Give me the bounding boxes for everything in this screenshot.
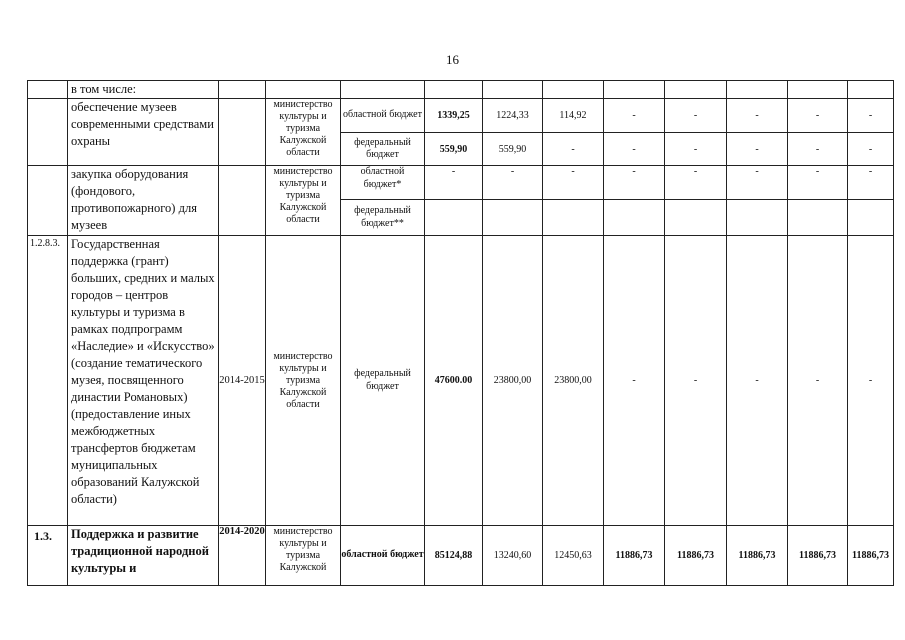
value-cell: -	[848, 166, 894, 200]
value-cell: 11886,73	[604, 526, 665, 586]
value-cell: -	[727, 99, 788, 133]
executor: министерство культуры и туризма Калужской области	[266, 166, 341, 236]
funding-source: областной бюджет	[341, 99, 425, 133]
executor: министерство культуры и туризма Калужской	[266, 526, 341, 586]
value-cell: 1224,33	[483, 99, 543, 133]
funding-source: областной бюджет	[341, 526, 425, 586]
value-cell: 11886,73	[848, 526, 894, 586]
value-cell: -	[604, 166, 665, 200]
value-cell: -	[604, 133, 665, 166]
value-cell: -	[665, 99, 727, 133]
page-number: 16	[446, 52, 459, 67]
value-cell: 559,90	[425, 133, 483, 166]
table-row	[28, 166, 894, 200]
value-cell: 13240,60	[483, 526, 543, 586]
value-cell: 12450,63	[543, 526, 604, 586]
funding-source: областной бюджет*	[341, 166, 425, 200]
value-cell: -	[788, 133, 848, 166]
value-cell: 23800,00	[543, 236, 604, 526]
value-cell: -	[788, 166, 848, 200]
funding-source: федеральный бюджет**	[341, 200, 425, 236]
value-cell: -	[727, 236, 788, 526]
value-cell: -	[848, 236, 894, 526]
value-cell: -	[425, 166, 483, 200]
funding-source: федеральный бюджет	[341, 236, 425, 526]
value-cell: 47600.00	[425, 236, 483, 526]
value-cell: -	[788, 99, 848, 133]
item-name: Поддержка и развитие традиционной народной культуры и	[68, 526, 219, 586]
executor: министерство культуры и туризма Калужской области	[266, 236, 341, 526]
table-row	[28, 236, 894, 526]
value-cell: 85124,88	[425, 526, 483, 586]
value-cell: -	[665, 133, 727, 166]
item-number: 1.3.	[28, 526, 68, 586]
value-cell: -	[604, 99, 665, 133]
value-cell: -	[483, 166, 543, 200]
value-cell: -	[727, 166, 788, 200]
value-cell: 114,92	[543, 99, 604, 133]
table-row	[28, 99, 894, 133]
value-cell: -	[727, 133, 788, 166]
value-cell: -	[848, 133, 894, 166]
value-cell: -	[665, 166, 727, 200]
value-cell: -	[604, 236, 665, 526]
row-intro-label: в том числе:	[68, 81, 219, 99]
item-name: обеспечение музеев современными средствами охраны	[68, 99, 219, 166]
value-cell: 559,90	[483, 133, 543, 166]
program-table	[27, 80, 894, 586]
value-cell: 23800,00	[483, 236, 543, 526]
value-cell: -	[543, 166, 604, 200]
period: 2014-2015	[219, 236, 266, 526]
value-cell: 1339,25	[425, 99, 483, 133]
value-cell: 11886,73	[727, 526, 788, 586]
value-cell: -	[665, 236, 727, 526]
value-cell: -	[848, 99, 894, 133]
funding-source: федеральный бюджет	[341, 133, 425, 166]
period: 2014-2020	[219, 526, 266, 586]
item-number: 1.2.8.3.	[28, 236, 68, 526]
value-cell: -	[788, 236, 848, 526]
executor: министерство культуры и туризма Калужской области	[266, 99, 341, 166]
table-row-intro	[28, 81, 894, 99]
value-cell: 11886,73	[665, 526, 727, 586]
table-row	[28, 526, 894, 586]
item-name: закупка оборудования (фондового, противопожарного) для музеев	[68, 166, 219, 236]
value-cell: -	[543, 133, 604, 166]
item-name: Государственная поддержка (грант) больших, средних и малых городов – центров культуры и туризма в рамках подпрограмм «Наследие» и «Искусство» (создание тематического музея, посвященного династии Романовых) (предоставление иных межбюджетных трансфертов бюджетам муниципальных образований Калужской области)	[68, 236, 219, 526]
value-cell: 11886,73	[788, 526, 848, 586]
